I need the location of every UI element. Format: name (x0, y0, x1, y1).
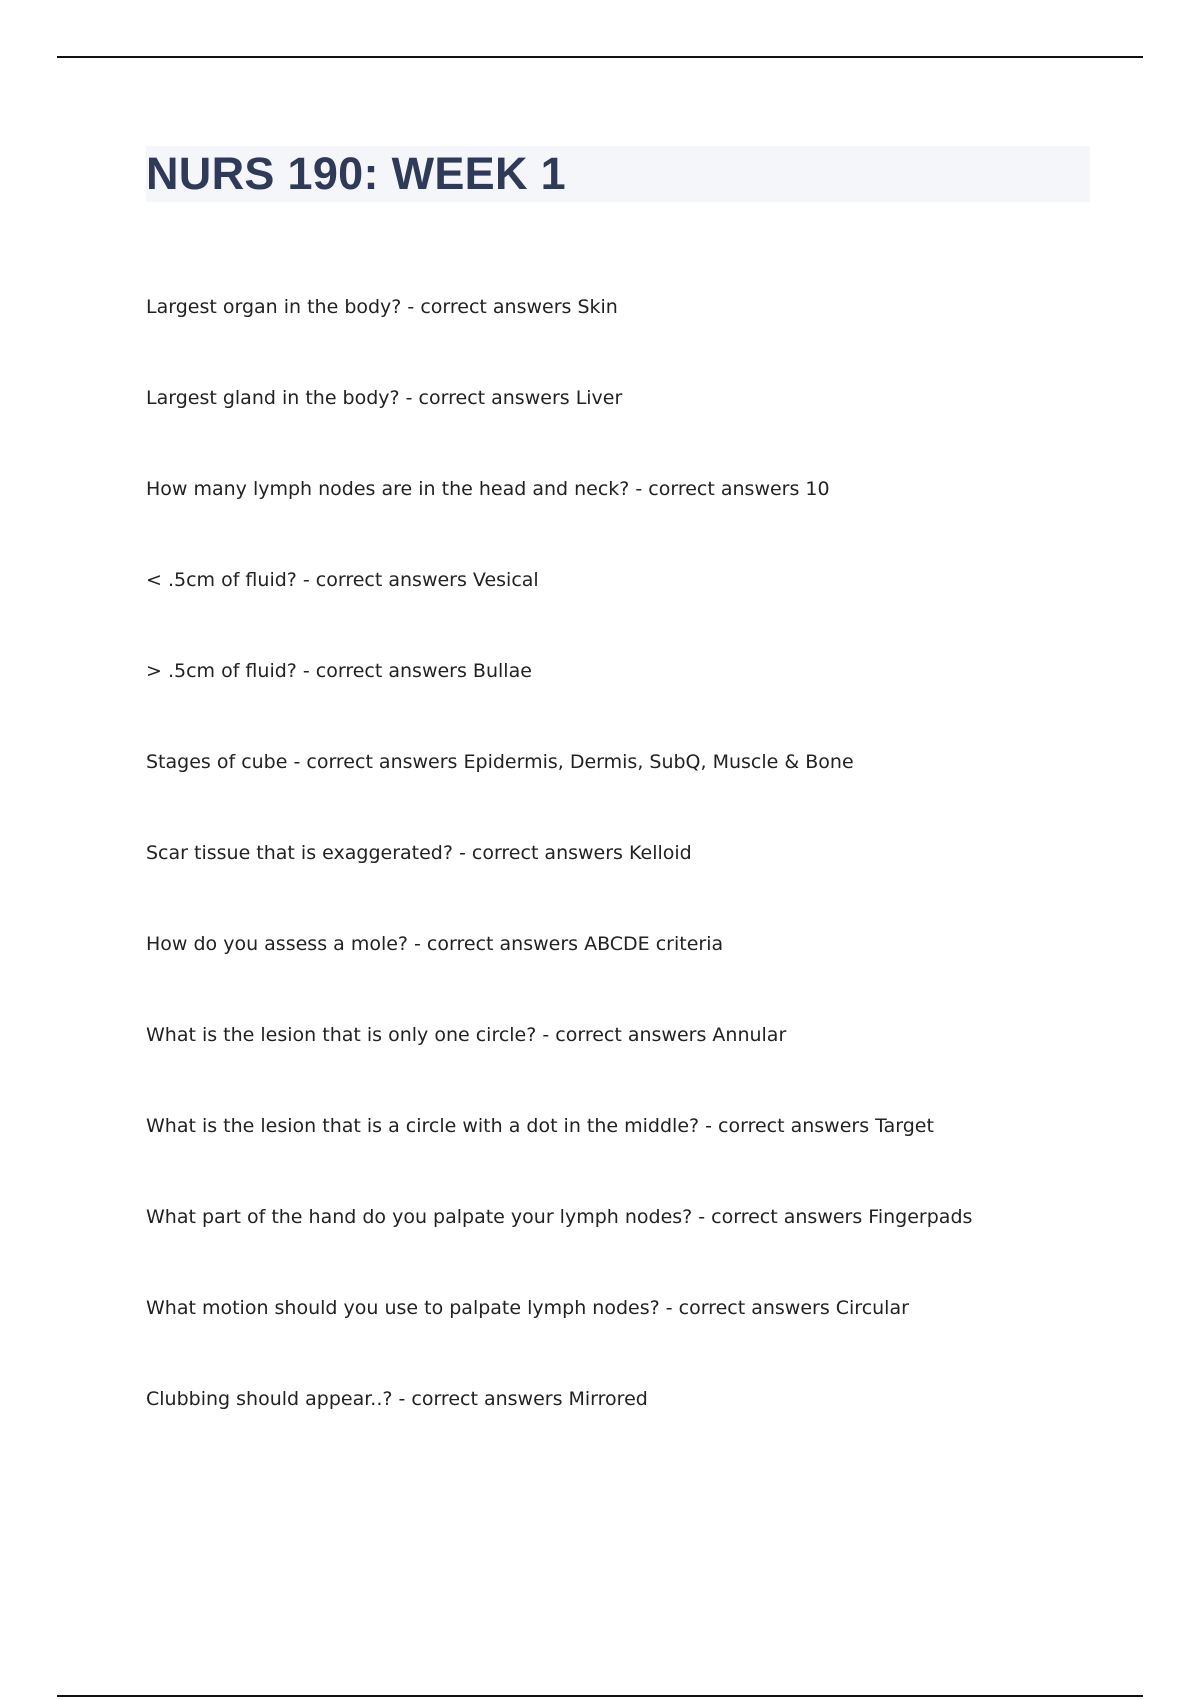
bottom-rule (57, 1695, 1143, 1697)
qa-item: How do you assess a mole? - correct answers ABCDE criteria (146, 933, 724, 955)
qa-item: > .5cm of fluid? - correct answers Bullae (146, 660, 532, 682)
qa-item: Largest organ in the body? - correct answers Skin (146, 296, 618, 318)
qa-item: Clubbing should appear..? - correct answers Mirrored (146, 1388, 648, 1410)
qa-item: What part of the hand do you palpate your lymph nodes? - correct answers Fingerpads (146, 1206, 973, 1228)
qa-item: Stages of cube - correct answers Epidermis, Dermis, SubQ, Muscle & Bone (146, 751, 854, 773)
qa-item: < .5cm of fluid? - correct answers Vesical (146, 569, 539, 591)
top-rule (57, 56, 1143, 58)
qa-item: How many lymph nodes are in the head and neck? - correct answers 10 (146, 478, 830, 500)
qa-item: Largest gland in the body? - correct answers Liver (146, 387, 623, 409)
qa-item: Scar tissue that is exaggerated? - correct answers Kelloid (146, 842, 692, 864)
qa-list (146, 290, 1106, 1473)
title-banner (146, 146, 1090, 202)
page-title: NURS 190: WEEK 1 (146, 148, 566, 199)
qa-item: What is the lesion that is only one circle? - correct answers Annular (146, 1024, 787, 1046)
qa-item: What motion should you use to palpate lymph nodes? - correct answers Circular (146, 1297, 909, 1319)
qa-item: What is the lesion that is a circle with a dot in the middle? - correct answers Target (146, 1115, 934, 1137)
